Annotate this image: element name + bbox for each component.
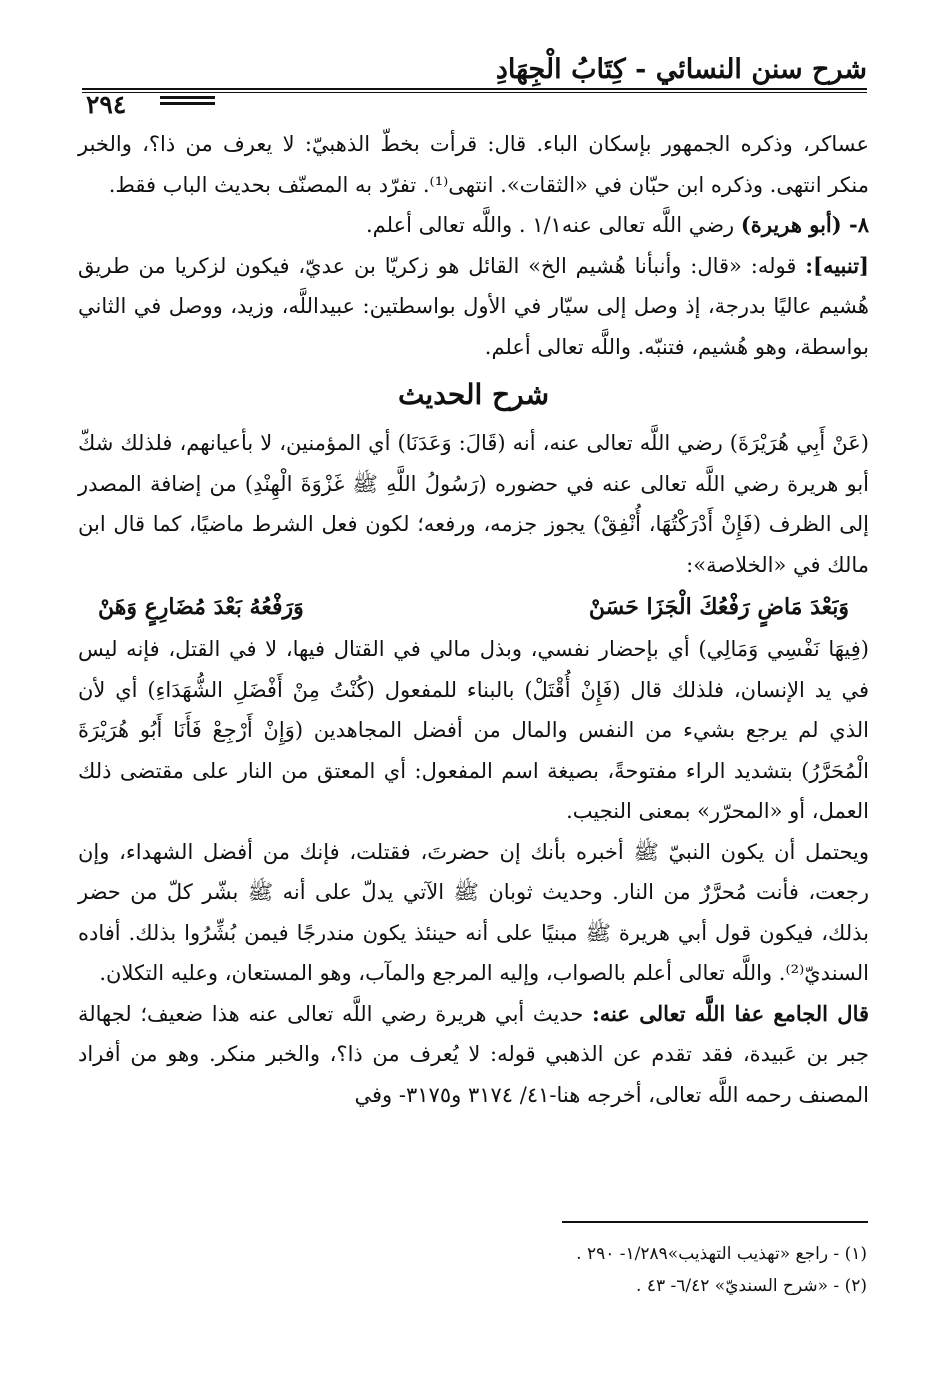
verse-first-hemistich: وَبَعْدَ مَاضٍ رَفْعُكَ الْجَزَا حَسَنْ xyxy=(588,594,849,620)
header-rule xyxy=(82,88,867,93)
page-number-ornament xyxy=(160,96,215,110)
paragraph-3 xyxy=(78,246,869,368)
footnote-1: (١) - راجع «تهذيب التهذيب»١/٢٨٩- ٢٩٠ . xyxy=(576,1244,867,1264)
running-header-title: شرح سنن النسائي - كِتَابُ الْجِهَادِ xyxy=(495,54,867,85)
paragraph-2 xyxy=(78,205,869,246)
footnote-rule xyxy=(562,1221,868,1223)
footnotes xyxy=(267,1238,867,1302)
paragraph-7-text: حديث أبي هريرة رضي اللَّه تعالى عنه هذا ضعيف؛ لجهالة جبر بن عَبيدة، فقد تقدم عن الذهبي قوله: لا يُعرف من ذا؟، والخبر منكر. وهو من أفراد المصنف رحمه اللَّه تعالى، أخرجه هنا-٤١/ ٣١٧٤ و٣١٧٥- وفي xyxy=(78,1001,869,1107)
paragraph-2-text: رضي اللَّه تعالى عنه١/١ . واللَّه تعالى أعلم. xyxy=(365,213,741,237)
main-text xyxy=(78,124,869,1115)
paragraph-7 xyxy=(78,994,869,1116)
page-number: ٢٩٤ xyxy=(86,90,127,119)
poetry-verse xyxy=(78,585,869,629)
section-heading: شرح الحديث xyxy=(397,378,550,411)
note-label: [تنبيه]: xyxy=(805,252,869,278)
footnote-2: (٢) - «شرح السنديّ» ٦/٤٢- ٤٣ . xyxy=(636,1276,867,1296)
paragraph-1: عساكر، وذكره الجمهور بإسكان الباء. قال: قرأت بخطّ الذهبيّ: لا يعرف من ذا؟، والخبر منكر انتهى. وذكره ابن حبّان في «الثقات». انتهى⁽¹⁾. تفرّد به المصنّف بحديث الباب فقط. xyxy=(78,132,869,197)
verse-second-hemistich: وَرَفْعُهُ بَعْدَ مُضَارِعٍ وَهَنْ xyxy=(98,594,304,620)
narrator-label: ٨- (أبو هريرة) xyxy=(740,212,869,237)
compiler-label: قال الجامع عفا اللَّه تعالى عنه: xyxy=(592,1000,870,1026)
paragraph-3-text: قوله: «قال: وأنبأنا هُشيم الخ» القائل هو زكريّا بن عديّ، فيكون لزكريا من طريق هُشيم عاليًا بدرجة، إذ وصل إلى سيّار في الأول بواسطتين: عبيداللَّه، وزيد، ووصل في الثاني بواسطة، وهو هُشيم، فتنبّه. واللَّه تعالى أعلم. xyxy=(78,253,869,359)
paragraph-5: (فِيهَا نَفْسِي وَمَالِي) أي بإحضار نفسي، وبذل مالي في القتال فيها، لا في القتل، فإنه ليس في يد الإنسان، فلذلك قال (فَإِنْ أُقْتَلْ) بالبناء للمفعول (كُنْتُ مِنْ أَفْضَلِ الشُّهَدَاءِ) أي لأن الذي لم يرجع بشيء من النفس والمال من أفضل المجاهدين (وَإِنْ أَرْجِعْ فَأَنَا أَبُو هُرَيْرَةَ الْمُحَرَّرُ) بتشديد الراء مفتوحةً، بصيغة اسم المفعول: أي المعتق من النار على مقتضى ذلك العمل، أو «المحرّر» بمعنى النجيب. xyxy=(78,637,869,823)
paragraph-4: (عَنْ أَبِي هُرَيْرَةَ) رضي اللَّه تعالى عنه، أنه (قَالَ: وَعَدَنَا) أي المؤمنين، لا بأعيانهم، فلذلك شكّ أبو هريرة رضي اللَّه تعالى عنه في حضوره (رَسُولُ اللَّهِ ﷺ غَزْوَةَ الْهِنْدِ) من إضافة المصدر إلى الظرف (فَإِنْ أَدْرَكْتُهَا، أُنْفِقْ) يجوز جزمه، ورفعه؛ لكون فعل الشرط ماضيًا، كما قال ابن مالك في «الخلاصة»: xyxy=(78,431,869,577)
paragraph-6: ويحتمل أن يكون النبيّ ﷺ أخبره بأنك إن حضرتَ، فقتلت، فإنك من أفضل الشهداء، وإن رجعت، فأنت مُحرَّرٌ من النار. وحديث ثوبان ﷺ الآتي يدلّ على أنه ﷺ بشّر كلّ من حضر بذلك، فيكون قول أبي هريرة ﷺ مبنيًا على أنه حينئذ يكون مندرجًا فيمن بُشِّرُوا بذلك. أفاده السنديّ⁽²⁾. واللَّه تعالى أعلم بالصواب، وإليه المرجع والمآب، وهو المستعان، وعليه التكلان. xyxy=(78,839,869,985)
